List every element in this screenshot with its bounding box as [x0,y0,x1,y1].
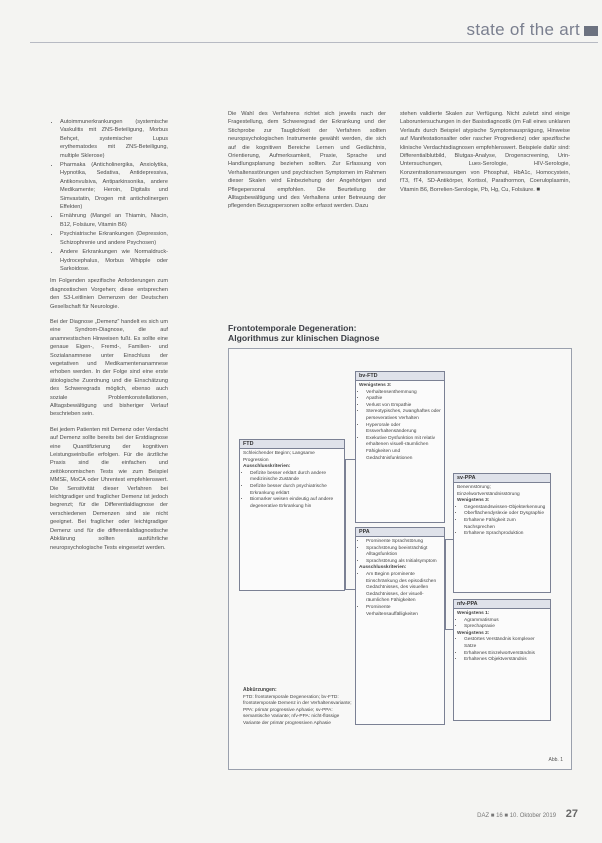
criterion-item: • Hyperorale oder Essverhaltensänderung [366,423,441,436]
connector [345,459,346,589]
criterion-item: • Exekutive Dysfunktion mit relativ erhaltenen visuell-räumlichen Fähigkeiten und Gedächtnisfunktionen [366,436,441,462]
box-subheading: Ausschlusskriterien: [243,464,291,470]
paragraph: Bei der Diagnose „Demenz“ handelt es sich um eine Syndrom-Diagnose, die auf anamnestischen Hinweisen fußt. Es sollte eine genaue Eigen-, Fremd-, Familien- und Sozialanamnese unter Einschluss der vegetativen und Medikamentenanamnese erhoben werden. In der Folge sind eine erste ätiologische Zuordnung und die Einschätzung des Schweregrads möglich, ebenso auch soziale Problemkonstellationen, Alltagsbewältigung und bisheriger Verlauf beschrieben sein. [50,318,168,418]
abbreviations-text: FTD: frontotemporale Degeneration; bv-FTD: frontotemporale Demenz in der Verhaltensvariante; PPA: primär progressive Aphasie; sv-PPA: semantische Variante; nfv-PPA: nicht-flüssige Variante der primär progressiven Aphasie [243,694,352,726]
criterion-item: • Erhaltenes Einzelwortverständnis [464,651,547,658]
criterion-item: • Gestörtes Verständnis komplexer Sätze [464,637,547,650]
box-heading: PPA [356,528,444,537]
criterion-item: • Stereotypisches, zwanghaftes oder perseveratives Verhalten [366,409,441,422]
box-text: Benennstörung; Einzelwortverständnisstörung [457,485,520,497]
box-heading: sv-PPA [454,474,550,483]
criterion-item: • Am Beginn prominente Einschränkung des episodischen Gedächtnisses, des visuellen Gedächtnisses, der visuell-räumlichen Fähigkeiten [366,572,441,605]
box-subheading: Wenigstens 2: [457,630,490,636]
column-3 [400,110,570,201]
connector [445,539,446,629]
list-item: • Psychiatrische Erkrankungen (Depression, Schizophrenie und andere Psychosen) [60,230,168,247]
box-heading: bv-FTD [356,372,444,381]
paragraph [400,110,570,194]
criterion-item: • Erhaltenes Objektverständnis [464,657,547,664]
box-subheading: Wenigstens 3: [457,498,490,504]
section-title: state of the art [466,20,580,39]
criterion-item: • Gegenstandswissen-Objekterkennung [464,505,547,512]
header-rule [30,42,598,43]
criterion-item: • Defizite besser erklärt durch andere medizinische Zustände [250,471,341,484]
nfvppa-box [453,599,551,721]
criterion-item: • Biomarker weisen eindeutig auf andere degenerative Erkrankung hin [250,497,341,510]
paragraph: Die Wahl des Verfahrens richtet sich jeweils nach der Fragestellung, dem Schweregrad der Erkrankung und der Stichprobe zur Tauglichkeit der Verfahren sollten neuropsychologischen Instrumente gewählt werden, die sich auf die kognitiven Bereiche Lernen und Gedächtnis, Orientierung, Aufmerksamkeit, Praxie, Sprache und Handlungsplanung beziehen sollten. Zur Erfassung von Verhaltensstörungen und psychischen Symptomen im Rahmen dieser Skalen wird Einbeziehung der Angehörigen und Pflegepersonal empfohlen. Die Beurteilung der Alltagsbewältigung und des Verhaltens unter Betreuung der pflegenden Bezugspersonen sollte erfasst werden. Dazu [228,111,386,210]
abbreviations [243,687,355,728]
criterion-item: • Apathie [366,396,441,403]
criterion-item: • Prominente Verhaltensauffälligkeiten [366,605,441,618]
figure-title: Frontotemporale Degeneration: Algorithmus zur klinischen Diagnose [228,323,380,343]
bvftd-box [355,371,445,523]
box-heading: nfv-PPA [454,600,550,609]
criterion-item: • Verhaltensenthemmung [366,390,441,397]
cause-list [50,118,168,273]
svppa-box [453,473,551,593]
connector [445,539,453,540]
issue-info: DAZ ■ 16 ■ 10. Oktober 2019 [477,813,557,819]
connector [345,459,355,460]
end-mark: ■ [536,186,541,193]
ftd-box [239,439,345,591]
box-subheading: Wenigstens 3: [359,383,392,388]
page-number: 27 [565,808,578,820]
figure-number: Abb. 1 [548,757,563,763]
paragraph: Bei jedem Patienten mit Demenz oder Verdacht auf Demenz sollte bereits bei der Erstdiagnose eine Quantifizierung der kognitiven Leistungseinbuße erfolgen. Für die ärztliche Praxis sind die einfachen und zeitökonomischen Tests wie zum Beispiel MMSE, MoCA oder Uhrentest empfehlenswert. Die Sensitivität dieser Verfahren bei leichtgradiger und fraglicher Demenz ist jedoch begrenzt; für die Differentialdiagnose der verschiedenen Demenzen sind sie nicht geeignet. Bei fraglicher oder leichtgradiger Demenz und für die differentialdiagnostische Abklärung sollten ausführliche neuropsychologische Tests eingesetzt werden. [50,426,168,551]
list-item: • Pharmaka (Anticholinergika, Anxiolytika, Hypnotika, Sedativa, Antidepressiva, Antikonvulsiva, Antiparkinsonika, andere Medikamente; Heroin, Digitalis und Simvastatin, Drogen mit anticholinergen Effekten) [60,161,168,211]
connector [345,589,355,590]
criterion-item: • Sprachstörung beeinträchtigt Alltagsfunktion [366,546,441,559]
list-item: • Andere Erkrankungen wie Normaldruck-Hydrocephalus, Morbus Whipple oder Sarkoidose. [60,248,168,273]
paragraph: Im Folgenden spezifische Anforderungen zum diagnostischen Vorgehen; diese entsprechen den S3-Leitlinien Demenzen der Deutschen Gesellschaft für Neurologie. [50,278,168,310]
box-subheading: Ausschlusskriterien: [359,565,407,571]
criterion-item: • Agrammatismus [464,618,547,625]
connector [445,629,453,630]
box-subheading: Wenigstens 1: [457,611,490,616]
criterion-item: • Prominente Sprachstörung [366,539,441,546]
ppa-box [355,527,445,725]
criterion-item: • Sprachstörung als Initialsymptom [366,559,441,566]
criterion-item: • Sprechapraxie [464,624,547,631]
header-accent-bar [584,26,598,36]
box-text: Schleichender Beginn; Langsame Progression [243,451,315,463]
column-1 [50,118,168,559]
list-item: • Ernährung (Mangel an Thiamin, Niacin, B12, Folsäure, Vitamin B6) [60,212,168,229]
criterion-item: • Defizite besser durch psychiatrische Erkrankung erklärt [250,484,341,497]
column-2 [228,110,386,218]
list-item: • Autoimmunerkrankungen (systemische Vaskulitis mit ZNS-Beteiligung, Morbus Behçet, systemischer Lupus erythematodes mit ZNS-Beteiligung, multiple Sklerose) [60,118,168,160]
abbreviations-heading: Abkürzungen: [243,687,277,693]
box-heading: FTD [240,440,344,449]
criterion-item: • Verlust von Empathie [366,403,441,410]
criterion-item: • Erhaltene Fähigkeit zum Nachsprechen [464,518,547,531]
criterion-item: • Oberflächendyslexie oder Dysgraphie [464,511,547,518]
page-footer [477,808,578,820]
criterion-item: • Erhaltene Sprachproduktion [464,531,547,538]
paragraph-text: stehen validierte Skalen zur Verfügung. Nicht zuletzt sind einige Laboruntersuchungen in der Basisdiagnostik (im Fall eines unklaren Verlaufs durch Beispiel atypische Symptomausprägung, Hinweise auf Manifestationsalter oder rascher Progredienz) oder spezifische klinische Verdachtsdiagnosen empfehlenswert. Beispiele dafür sind: Differentialblutbild, Blutgas-Analyse, Drogenscreening, Urin-Untersuchungen, Lues-Serologie, HIV-Serologie, Konzentrationsmessungen von Phosphat, HbA1c, Homocystein, fT3, fT4, SD-Antikörper, Kortisol, Parathormon, Coeruloplasmin, Vitamin B6, Borrelien-Serologie, Pb, Hg, Cu, Folsäure. [400,111,570,193]
diagnosis-flowchart [228,348,572,770]
